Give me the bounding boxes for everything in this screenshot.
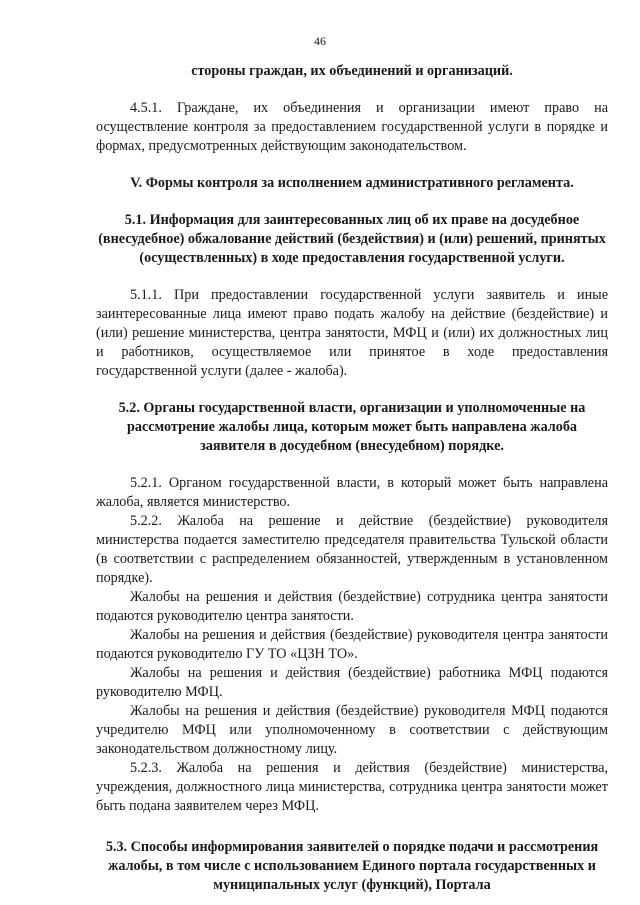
paragraph-5-2-2-mfc-head: Жалобы на решения и действия (бездействие) руководителя МФЦ подаются учредителю МФЦ или уполномоченному в соответствии с действующим законодательством должностному лицу.	[96, 703, 608, 757]
paragraph-5-2-3: 5.2.3. Жалоба на решения и действия (бездействие) министерства, учреждения, должностного лица министерства, сотрудника центра занятости может быть подана заявителем через МФЦ.	[96, 760, 608, 814]
heading-5-1: 5.1. Информация для заинтересованных лиц об их праве на досудебное (внесудебное) обжалование действий (бездействия) и (или) решений, принятых (осуществленных) в ходе предоставления государственной услуги.	[98, 212, 606, 266]
paragraph-4-5-1: 4.5.1. Граждане, их объединения и организации имеют право на осуществление контроля за предоставлением государственной услуги в порядке и формах, предусмотренных действующим законодательством.	[96, 100, 608, 154]
heading-section-v: V. Формы контроля за исполнением административного регламента.	[130, 175, 574, 191]
heading-5-2: 5.2. Органы государственной власти, организации и уполномоченные на рассмотрение жалобы лица, которым может быть направлена жалоба заявителя в досудебном (внесудебном) порядке.	[118, 400, 586, 454]
paragraph-5-2-2-head: Жалобы на решения и действия (бездействие) руководителя центра занятости подаются руководителю ГУ ТО «ЦЗН ТО».	[96, 627, 608, 662]
paragraph-5-2-2: 5.2.2. Жалоба на решение и действие (бездействие) руководителя министерства подается заместителю председателя правительства Тульской области (в соответствии с распределением обязанностей, утвержденным в установленном порядке).	[96, 513, 608, 586]
paragraph-5-2-2-employee: Жалобы на решения и действия (бездействие) сотрудника центра занятости подаются руководителю центра занятости.	[96, 589, 608, 624]
page-number: 46	[314, 34, 326, 48]
paragraph-5-2-2-mfc-worker: Жалобы на решения и действия (бездействие) работника МФЦ подаются руководителю МФЦ.	[96, 665, 608, 700]
document-body	[96, 62, 608, 895]
paragraph-5-1-1: 5.1.1. При предоставлении государственной услуги заявитель и иные заинтересованные лица имеют право подать жалобу на действие (бездействие) и (или) решение министерства, центра занятости, МФЦ и (или) их должностных лиц и работников, осуществляемое или принятое в ходе предоставления государственной услуги (далее - жалоба).	[96, 287, 608, 379]
heading-5-3: 5.3. Способы информирования заявителей о порядке подачи и рассмотрения жалобы, в том числе с использованием Единого портала государственных и муниципальных услуг (функций), Портала	[105, 839, 599, 893]
paragraph-5-2-1: 5.2.1. Органом государственной власти, в который может быть направлена жалоба, является министерство.	[96, 475, 608, 510]
heading-continuation: стороны граждан, их объединений и организаций.	[191, 63, 513, 79]
